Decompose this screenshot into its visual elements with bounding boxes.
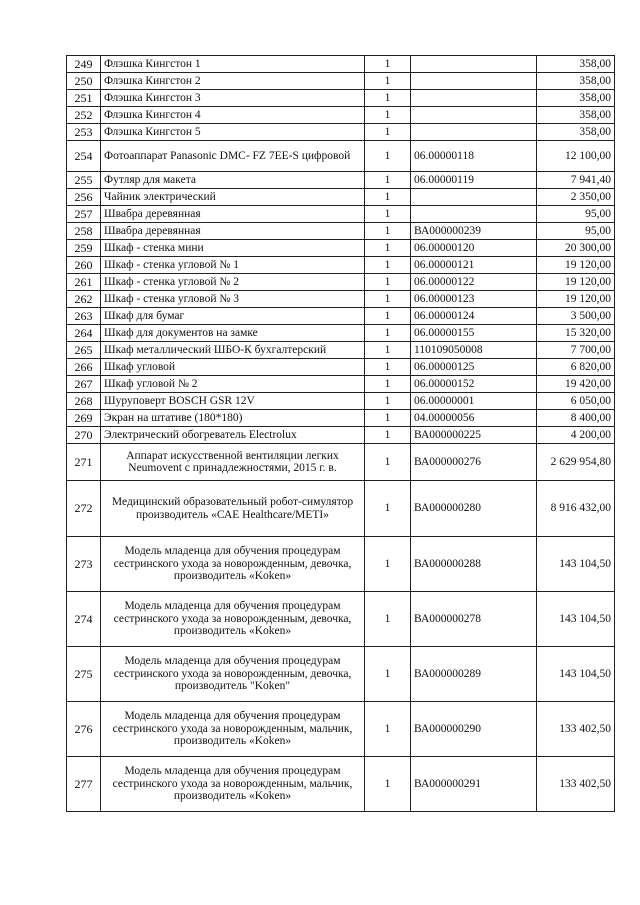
item-quantity: 1 — [365, 359, 411, 376]
row-number: 254 — [67, 141, 101, 172]
inventory-code: 06.00000125 — [411, 359, 537, 376]
item-name: Экран на штативе (180*180) — [101, 410, 365, 427]
row-number: 273 — [67, 537, 101, 592]
item-name: Флэшка Кингстон 2 — [101, 73, 365, 90]
item-name: Модель младенца для обучения процедурам сестринского ухода за новорожденным, девочка, производитель "Koken" — [101, 647, 365, 702]
item-quantity: 1 — [365, 444, 411, 481]
table-row — [67, 240, 615, 257]
inventory-code: ВА000000278 — [411, 592, 537, 647]
item-price: 143 104,50 — [537, 537, 615, 592]
table-row — [67, 481, 615, 537]
item-quantity: 1 — [365, 206, 411, 223]
table-row — [67, 223, 615, 240]
table-row — [67, 702, 615, 757]
table-row — [67, 73, 615, 90]
item-price: 143 104,50 — [537, 592, 615, 647]
table-row — [67, 359, 615, 376]
item-quantity: 1 — [365, 308, 411, 325]
item-name: Аппарат искусственной вентиляции легких Neumovent с принадлежностями, 2015 г. в. — [101, 444, 365, 481]
item-quantity: 1 — [365, 189, 411, 206]
row-number: 265 — [67, 342, 101, 359]
item-price: 15 320,00 — [537, 325, 615, 342]
inventory-code — [411, 107, 537, 124]
item-name: Медицинский образовательный робот-симулятор производитель «САЕ Healthcare/METI» — [101, 481, 365, 537]
item-price: 4 200,00 — [537, 427, 615, 444]
item-quantity: 1 — [365, 90, 411, 107]
item-quantity: 1 — [365, 274, 411, 291]
item-quantity: 1 — [365, 124, 411, 141]
table-row — [67, 342, 615, 359]
table-row — [67, 427, 615, 444]
item-name: Модель младенца для обучения процедурам сестринского ухода за новорожденным, девочка, производитель «Koken» — [101, 537, 365, 592]
item-name: Шкаф - стенка угловой № 1 — [101, 257, 365, 274]
inventory-code: ВА000000289 — [411, 647, 537, 702]
item-price: 2 350,00 — [537, 189, 615, 206]
inventory-code: ВА000000225 — [411, 427, 537, 444]
row-number: 275 — [67, 647, 101, 702]
item-name: Шкаф - стенка мини — [101, 240, 365, 257]
table-row — [67, 647, 615, 702]
item-price: 95,00 — [537, 206, 615, 223]
row-number: 257 — [67, 206, 101, 223]
item-name: Шкаф для документов на замке — [101, 325, 365, 342]
inventory-code: 06.00000124 — [411, 308, 537, 325]
table-row — [67, 124, 615, 141]
item-quantity: 1 — [365, 410, 411, 427]
item-name: Шкаф угловой — [101, 359, 365, 376]
inventory-sheet — [66, 55, 614, 812]
item-price: 6 050,00 — [537, 393, 615, 410]
inventory-code — [411, 189, 537, 206]
item-price: 2 629 954,80 — [537, 444, 615, 481]
item-price: 358,00 — [537, 90, 615, 107]
row-number: 276 — [67, 702, 101, 757]
item-name: Электрический обогреватель Electrolux — [101, 427, 365, 444]
inventory-code: 06.00000119 — [411, 172, 537, 189]
inventory-code: 06.00000123 — [411, 291, 537, 308]
item-name: Модель младенца для обучения процедурам сестринского ухода за новорожденным, девочка, производитель «Koken» — [101, 592, 365, 647]
item-quantity: 1 — [365, 481, 411, 537]
inventory-code: ВА000000280 — [411, 481, 537, 537]
item-quantity: 1 — [365, 342, 411, 359]
table-row — [67, 206, 615, 223]
item-name: Фотоаппарат Panasonic DMC- FZ 7EE-S цифровой — [101, 141, 365, 172]
item-name: Шкаф угловой № 2 — [101, 376, 365, 393]
item-quantity: 1 — [365, 537, 411, 592]
row-number: 261 — [67, 274, 101, 291]
row-number: 249 — [67, 56, 101, 73]
row-number: 268 — [67, 393, 101, 410]
inventory-code: ВА000000276 — [411, 444, 537, 481]
inventory-code: 04.00000056 — [411, 410, 537, 427]
item-price: 358,00 — [537, 56, 615, 73]
row-number: 269 — [67, 410, 101, 427]
item-quantity: 1 — [365, 393, 411, 410]
item-price: 8 400,00 — [537, 410, 615, 427]
item-price: 133 402,50 — [537, 757, 615, 812]
row-number: 263 — [67, 308, 101, 325]
table-row — [67, 90, 615, 107]
table-row — [67, 274, 615, 291]
row-number: 264 — [67, 325, 101, 342]
item-name: Шкаф металлический ШБО-К бухгалтерский — [101, 342, 365, 359]
item-price: 358,00 — [537, 124, 615, 141]
inventory-code: ВА000000288 — [411, 537, 537, 592]
inventory-code: 06.00000118 — [411, 141, 537, 172]
table-row — [67, 537, 615, 592]
table-row — [67, 189, 615, 206]
table-row — [67, 592, 615, 647]
row-number: 260 — [67, 257, 101, 274]
table-row — [67, 308, 615, 325]
item-quantity: 1 — [365, 427, 411, 444]
row-number: 267 — [67, 376, 101, 393]
inventory-code — [411, 124, 537, 141]
inventory-code: 06.00000121 — [411, 257, 537, 274]
row-number: 277 — [67, 757, 101, 812]
item-quantity: 1 — [365, 172, 411, 189]
row-number: 255 — [67, 172, 101, 189]
item-price: 19 120,00 — [537, 274, 615, 291]
item-quantity: 1 — [365, 240, 411, 257]
item-name: Шкаф - стенка угловой № 3 — [101, 291, 365, 308]
item-quantity: 1 — [365, 107, 411, 124]
row-number: 251 — [67, 90, 101, 107]
item-quantity: 1 — [365, 73, 411, 90]
row-number: 266 — [67, 359, 101, 376]
item-price: 12 100,00 — [537, 141, 615, 172]
inventory-code: ВА000000239 — [411, 223, 537, 240]
row-number: 274 — [67, 592, 101, 647]
item-name: Флэшка Кингстон 1 — [101, 56, 365, 73]
row-number: 253 — [67, 124, 101, 141]
table-row — [67, 444, 615, 481]
item-price: 19 120,00 — [537, 257, 615, 274]
item-name: Шуруповерт BOSCH GSR 12V — [101, 393, 365, 410]
item-quantity: 1 — [365, 757, 411, 812]
item-name: Флэшка Кингстон 4 — [101, 107, 365, 124]
table-row — [67, 325, 615, 342]
inventory-code — [411, 90, 537, 107]
item-name: Футляр для макета — [101, 172, 365, 189]
item-quantity: 1 — [365, 647, 411, 702]
item-name: Модель младенца для обучения процедурам сестринского ухода за новорожденным, мальчик, производитель «Koken» — [101, 702, 365, 757]
inventory-code: 06.00000122 — [411, 274, 537, 291]
item-price: 95,00 — [537, 223, 615, 240]
table-row — [67, 172, 615, 189]
item-quantity: 1 — [365, 141, 411, 172]
row-number: 272 — [67, 481, 101, 537]
item-quantity: 1 — [365, 223, 411, 240]
item-price: 6 820,00 — [537, 359, 615, 376]
inventory-code: 110109050008 — [411, 342, 537, 359]
inventory-table — [66, 55, 615, 812]
item-price: 7 700,00 — [537, 342, 615, 359]
item-quantity: 1 — [365, 325, 411, 342]
item-quantity: 1 — [365, 291, 411, 308]
table-row — [67, 393, 615, 410]
table-row — [67, 410, 615, 427]
table-row — [67, 141, 615, 172]
item-quantity: 1 — [365, 702, 411, 757]
item-name: Шкаф - стенка угловой № 2 — [101, 274, 365, 291]
inventory-code: ВА000000290 — [411, 702, 537, 757]
item-price: 7 941,40 — [537, 172, 615, 189]
table-row — [67, 107, 615, 124]
item-price: 133 402,50 — [537, 702, 615, 757]
item-price: 19 420,00 — [537, 376, 615, 393]
row-number: 259 — [67, 240, 101, 257]
item-quantity: 1 — [365, 376, 411, 393]
row-number: 270 — [67, 427, 101, 444]
item-quantity: 1 — [365, 257, 411, 274]
item-price: 3 500,00 — [537, 308, 615, 325]
row-number: 250 — [67, 73, 101, 90]
inventory-code — [411, 206, 537, 223]
item-quantity: 1 — [365, 592, 411, 647]
item-name: Флэшка Кингстон 5 — [101, 124, 365, 141]
item-price: 143 104,50 — [537, 647, 615, 702]
inventory-code: 06.00000152 — [411, 376, 537, 393]
row-number: 258 — [67, 223, 101, 240]
item-name: Шкаф для бумаг — [101, 308, 365, 325]
item-price: 8 916 432,00 — [537, 481, 615, 537]
row-number: 262 — [67, 291, 101, 308]
item-name: Швабра деревянная — [101, 223, 365, 240]
table-row — [67, 56, 615, 73]
item-price: 358,00 — [537, 107, 615, 124]
row-number: 256 — [67, 189, 101, 206]
item-price: 20 300,00 — [537, 240, 615, 257]
inventory-code — [411, 56, 537, 73]
item-name: Чайник электрический — [101, 189, 365, 206]
item-price: 358,00 — [537, 73, 615, 90]
inventory-code: 06.00000155 — [411, 325, 537, 342]
item-name: Швабра деревянная — [101, 206, 365, 223]
item-quantity: 1 — [365, 56, 411, 73]
table-row — [67, 376, 615, 393]
table-row — [67, 757, 615, 812]
item-name: Модель младенца для обучения процедурам сестринского ухода за новорожденным, мальчик, производитель «Koken» — [101, 757, 365, 812]
inventory-code: ВА000000291 — [411, 757, 537, 812]
table-row — [67, 257, 615, 274]
row-number: 271 — [67, 444, 101, 481]
item-name: Флэшка Кингстон 3 — [101, 90, 365, 107]
inventory-code: 06.00000001 — [411, 393, 537, 410]
table-row — [67, 291, 615, 308]
item-price: 19 120,00 — [537, 291, 615, 308]
inventory-code: 06.00000120 — [411, 240, 537, 257]
inventory-code — [411, 73, 537, 90]
row-number: 252 — [67, 107, 101, 124]
